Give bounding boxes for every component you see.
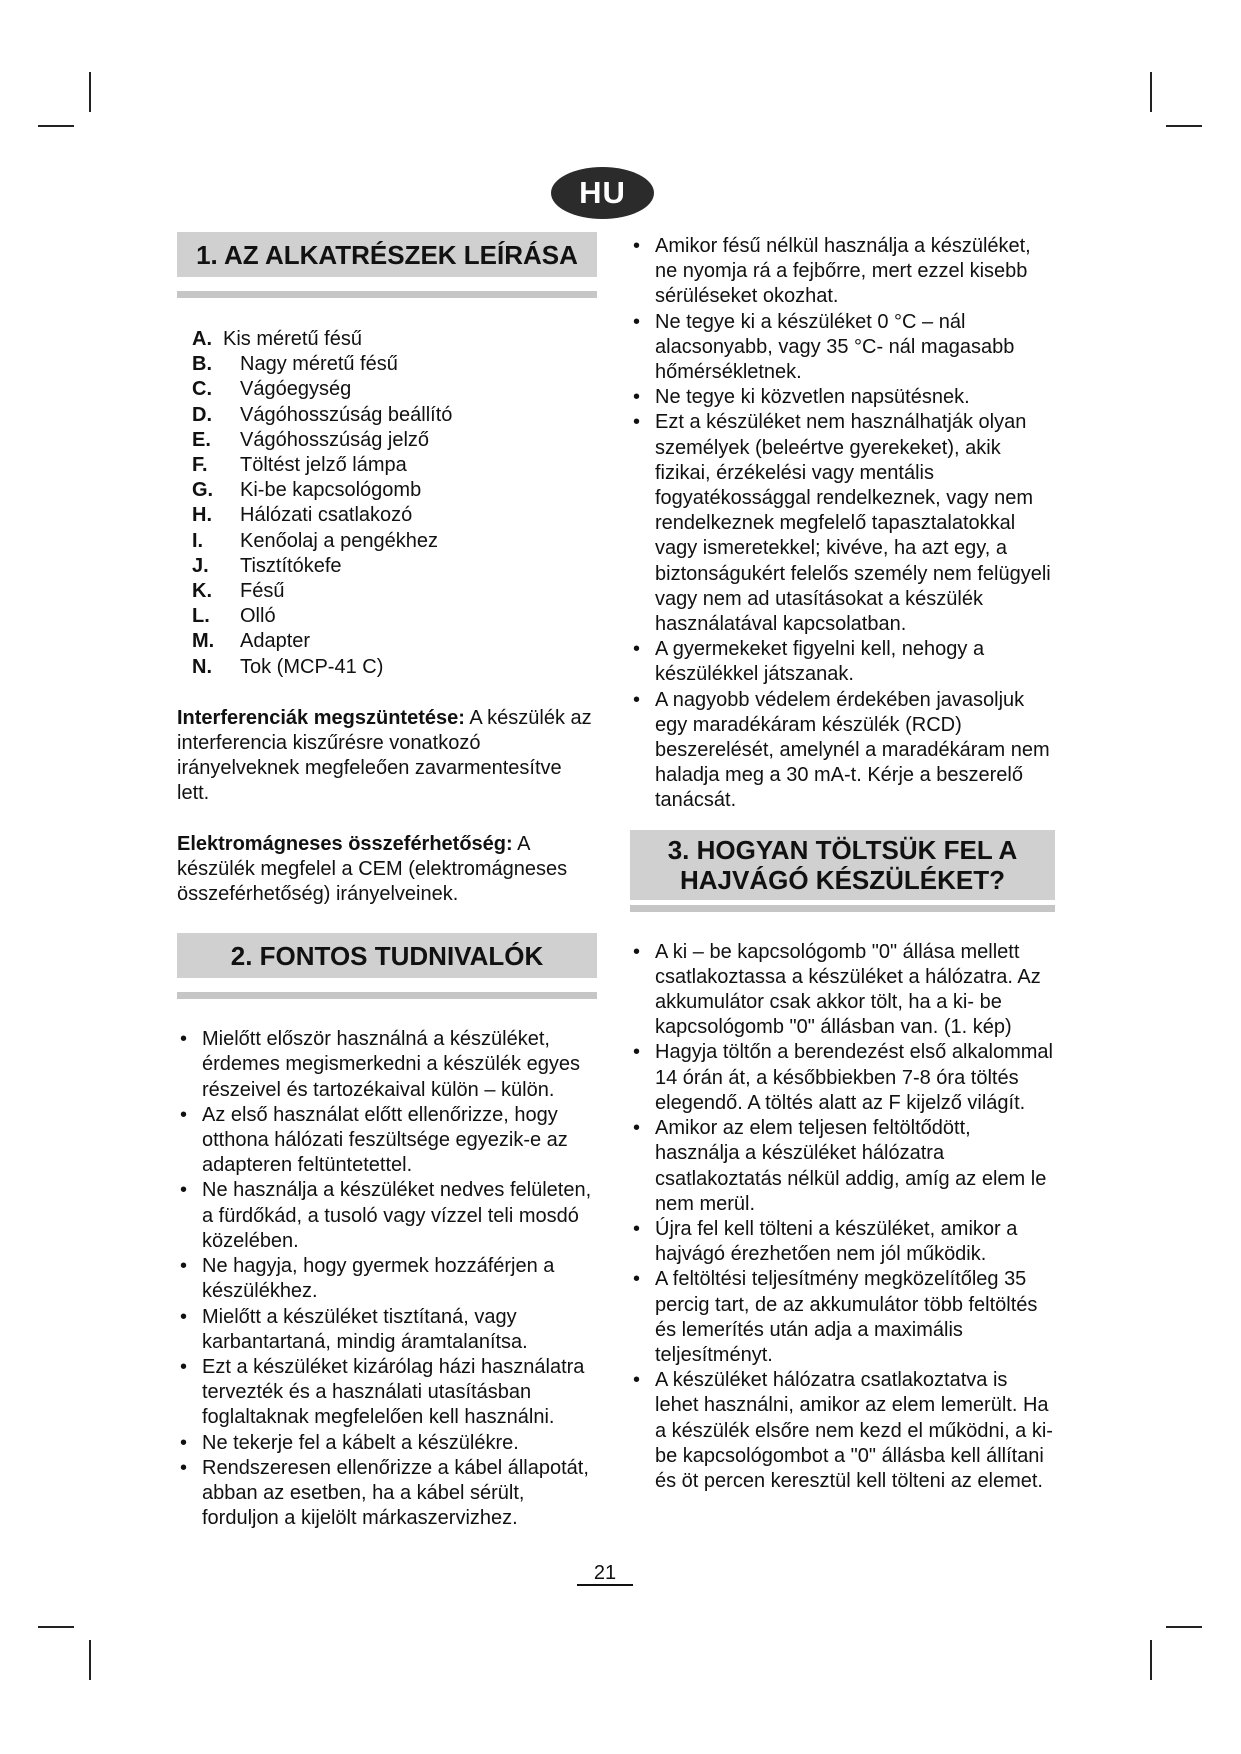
list-item: • Mielőtt először használná a készüléket, érdemes megismerkedni a készülék egyes részeivel és tartozékaival külön – külön. <box>177 1027 597 1103</box>
parts-list <box>192 327 597 680</box>
part-label: Adapter <box>240 630 311 653</box>
list-item: • Hagyja töltőn a berendezést első alkalommal 14 órán át, a későbbiekben 7-8 óra töltés elegendő. A töltés alatt az F kijelző világít. <box>630 1040 1055 1116</box>
part-key: D. <box>192 403 212 426</box>
list-item: • Ezt a készüléket kizárólag házi használatra tervezték és a használati utasításban foglaltaknak megfelelően kell használni. <box>177 1355 597 1431</box>
part-item <box>192 327 597 352</box>
part-item <box>192 352 597 377</box>
list-item: • A feltöltési teljesítmény megközelítőleg 35 percig tart, de az akkumulátor több feltöltés és lemerítés után adja a maximális teljesítményt. <box>630 1267 1055 1368</box>
part-key: L. <box>192 605 210 628</box>
part-key: K. <box>192 580 212 603</box>
charging-list <box>630 940 1055 1494</box>
part-item <box>192 377 597 402</box>
list-item: • A gyermekeket figyelni kell, nehogy a készülékkel játszanak. <box>630 637 1055 687</box>
interference-label: Interferenciák megszüntetése: <box>177 706 465 729</box>
part-key: B. <box>192 353 212 376</box>
part-label: Vágóhosszúság jelző <box>240 428 430 451</box>
part-item <box>192 579 597 604</box>
part-label: Töltést jelző lámpa <box>240 454 407 477</box>
part-key: E. <box>192 428 211 451</box>
part-label: Hálózati csatlakozó <box>240 504 413 527</box>
right-column <box>630 232 1055 1494</box>
crop-mark <box>1150 1640 1152 1680</box>
part-item <box>192 655 597 680</box>
section-3-title <box>630 830 1055 900</box>
section-1 <box>177 232 597 298</box>
list-item: • Ne tegye ki közvetlen napsütésnek. <box>630 385 1055 410</box>
part-label: Ki-be kapcsológomb <box>240 479 422 502</box>
section-3-title-line-2: HAJVÁGÓ KÉSZÜLÉKET? <box>679 864 1006 895</box>
section-divider <box>177 291 597 298</box>
section-3-title-line-1: 3. HOGYAN TÖLTSÜK FEL A <box>667 834 1018 865</box>
part-label: Tok (MCP-41 C) <box>240 655 384 678</box>
list-item: • Mielőtt a készüléket tisztítaná, vagy karbantartaná, mindig áramtalanítsa. <box>177 1305 597 1355</box>
part-item <box>192 529 597 554</box>
list-item: • A ki – be kapcsológomb "0" állása mellett csatlakoztassa a készüléket a hálózatra. Az akkumulátor csak akkor tölt, ha a ki- be kapcsológomb "0" állásban van. (1. kép) <box>630 940 1055 1041</box>
part-label: Nagy méretű fésű <box>240 353 398 376</box>
interference-text: A készülék az interferencia kiszűrésre vonatkozó irányelveknek megfeleően zavarmentesítve lett. <box>177 706 592 805</box>
part-label: Tisztítókefe <box>240 554 342 577</box>
list-item: • Ezt a készüléket nem használhatják olyan személyek (beleértve gyerekeket), akik fizikai, érzékelési vagy mentális fogyatékossággal rendelkeznek, vagy nem rendelkeznek megfelelő tapasztalatokkal vagy ismeretekkel; kivéve, ha azt egy, a biztonságukért felelős személy nem felügyeli vagy nem ad utasításokat a készülék használatával kapcsolatban. <box>630 410 1055 637</box>
emc-note <box>177 832 597 908</box>
section-divider <box>177 992 597 999</box>
emc-text: A készülék megfelel a CEM (elektromágneses összeférhetőség) irányelveinek. <box>177 832 568 906</box>
part-label: Kenőolaj a pengékhez <box>240 529 438 552</box>
part-key: C. <box>192 378 212 401</box>
part-label: Vágóhosszúság beállító <box>240 403 453 426</box>
crop-mark <box>89 72 91 112</box>
list-item: • Ne tekerje fel a kábelt a készülékre. <box>177 1431 597 1456</box>
list-item: • Ne tegye ki a készüléket 0 °C – nál alacsonyabb, vagy 35 °C- nál magasabb hőmérsékletnek. <box>630 310 1055 386</box>
part-key: A. <box>192 328 212 350</box>
list-item: • Amikor az elem teljesen feltöltődött, használja a készüléket hálózatra csatlakoztatás nélkül addig, amíg az elem le nem merül. <box>630 1116 1055 1217</box>
crop-mark <box>1150 72 1152 112</box>
important-info-list-continued <box>630 234 1055 814</box>
page-number: 21 <box>577 1562 633 1586</box>
language-badge: HU <box>551 167 654 219</box>
part-label: Kis méretű fésű <box>223 328 362 350</box>
part-item <box>192 478 597 503</box>
interference-note <box>177 706 597 807</box>
part-key: M. <box>192 630 215 653</box>
part-key: I. <box>192 529 204 552</box>
part-item <box>192 403 597 428</box>
list-item: • Rendszeresen ellenőrizze a kábel állapotát, abban az esetben, ha a kábel sérült, forduljon a kijelölt márkaszervizhez. <box>177 1456 597 1532</box>
list-item: • Amikor fésű nélkül használja a készüléket, ne nyomja rá a fejbőrre, mert ezzel kisebb sérüléseket okozhat. <box>630 234 1055 310</box>
list-item: • Újra fel kell tölteni a készüléket, amikor a hajvágó érezhetően nem jól működik. <box>630 1217 1055 1267</box>
list-item: • A nagyobb védelem érdekében javasoljuk egy maradékáram készülék (RCD) beszerelését, amelynél a maradékáram nem haladja meg a 30 mA-t. Kérje a beszerelő tanácsát. <box>630 688 1055 814</box>
crop-mark <box>38 125 74 127</box>
part-item <box>192 453 597 478</box>
emc-label: Elektromágneses összeférhetőség: <box>177 832 513 855</box>
part-label: Olló <box>240 605 276 628</box>
section-2 <box>177 933 597 999</box>
part-key: J. <box>192 554 209 577</box>
section-3 <box>630 830 1055 912</box>
section-divider <box>630 905 1055 912</box>
list-item: • A készüléket hálózatra csatlakoztatva is lehet használni, amikor az elem lemerült. Ha a készülék elsőre nem kezd el működni, a ki-be kapcsológombot a "0" állásba kell állítani és öt percen keresztül kell tölteni az elemet. <box>630 1368 1055 1494</box>
part-item <box>192 629 597 654</box>
section-1-title: 1. AZ ALKATRÉSZEK LEÍRÁSA <box>177 232 597 277</box>
part-label: Vágóegység <box>240 378 352 401</box>
part-key: N. <box>192 655 212 678</box>
part-item <box>192 604 597 629</box>
left-column <box>177 232 597 1531</box>
part-item <box>192 428 597 453</box>
part-item <box>192 554 597 579</box>
part-key: F. <box>192 454 208 477</box>
part-label: Fésű <box>240 580 285 603</box>
crop-mark <box>89 1640 91 1680</box>
part-key: H. <box>192 504 212 527</box>
part-item <box>192 503 597 528</box>
list-item: • Ne hagyja, hogy gyermek hozzáférjen a készülékhez. <box>177 1254 597 1304</box>
list-item: • Ne használja a készüléket nedves felületen, a fürdőkád, a tusoló vagy vízzel teli mosdó közelében. <box>177 1178 597 1254</box>
important-info-list <box>177 1027 597 1531</box>
crop-mark <box>38 1626 74 1628</box>
crop-mark <box>1166 125 1202 127</box>
list-item: • Az első használat előtt ellenőrizze, hogy otthona hálózati feszültsége egyezik-e az adapteren feltüntetettel. <box>177 1103 597 1179</box>
section-2-title: 2. FONTOS TUDNIVALÓK <box>177 933 597 978</box>
crop-mark <box>1166 1626 1202 1628</box>
part-key: G. <box>192 479 214 502</box>
